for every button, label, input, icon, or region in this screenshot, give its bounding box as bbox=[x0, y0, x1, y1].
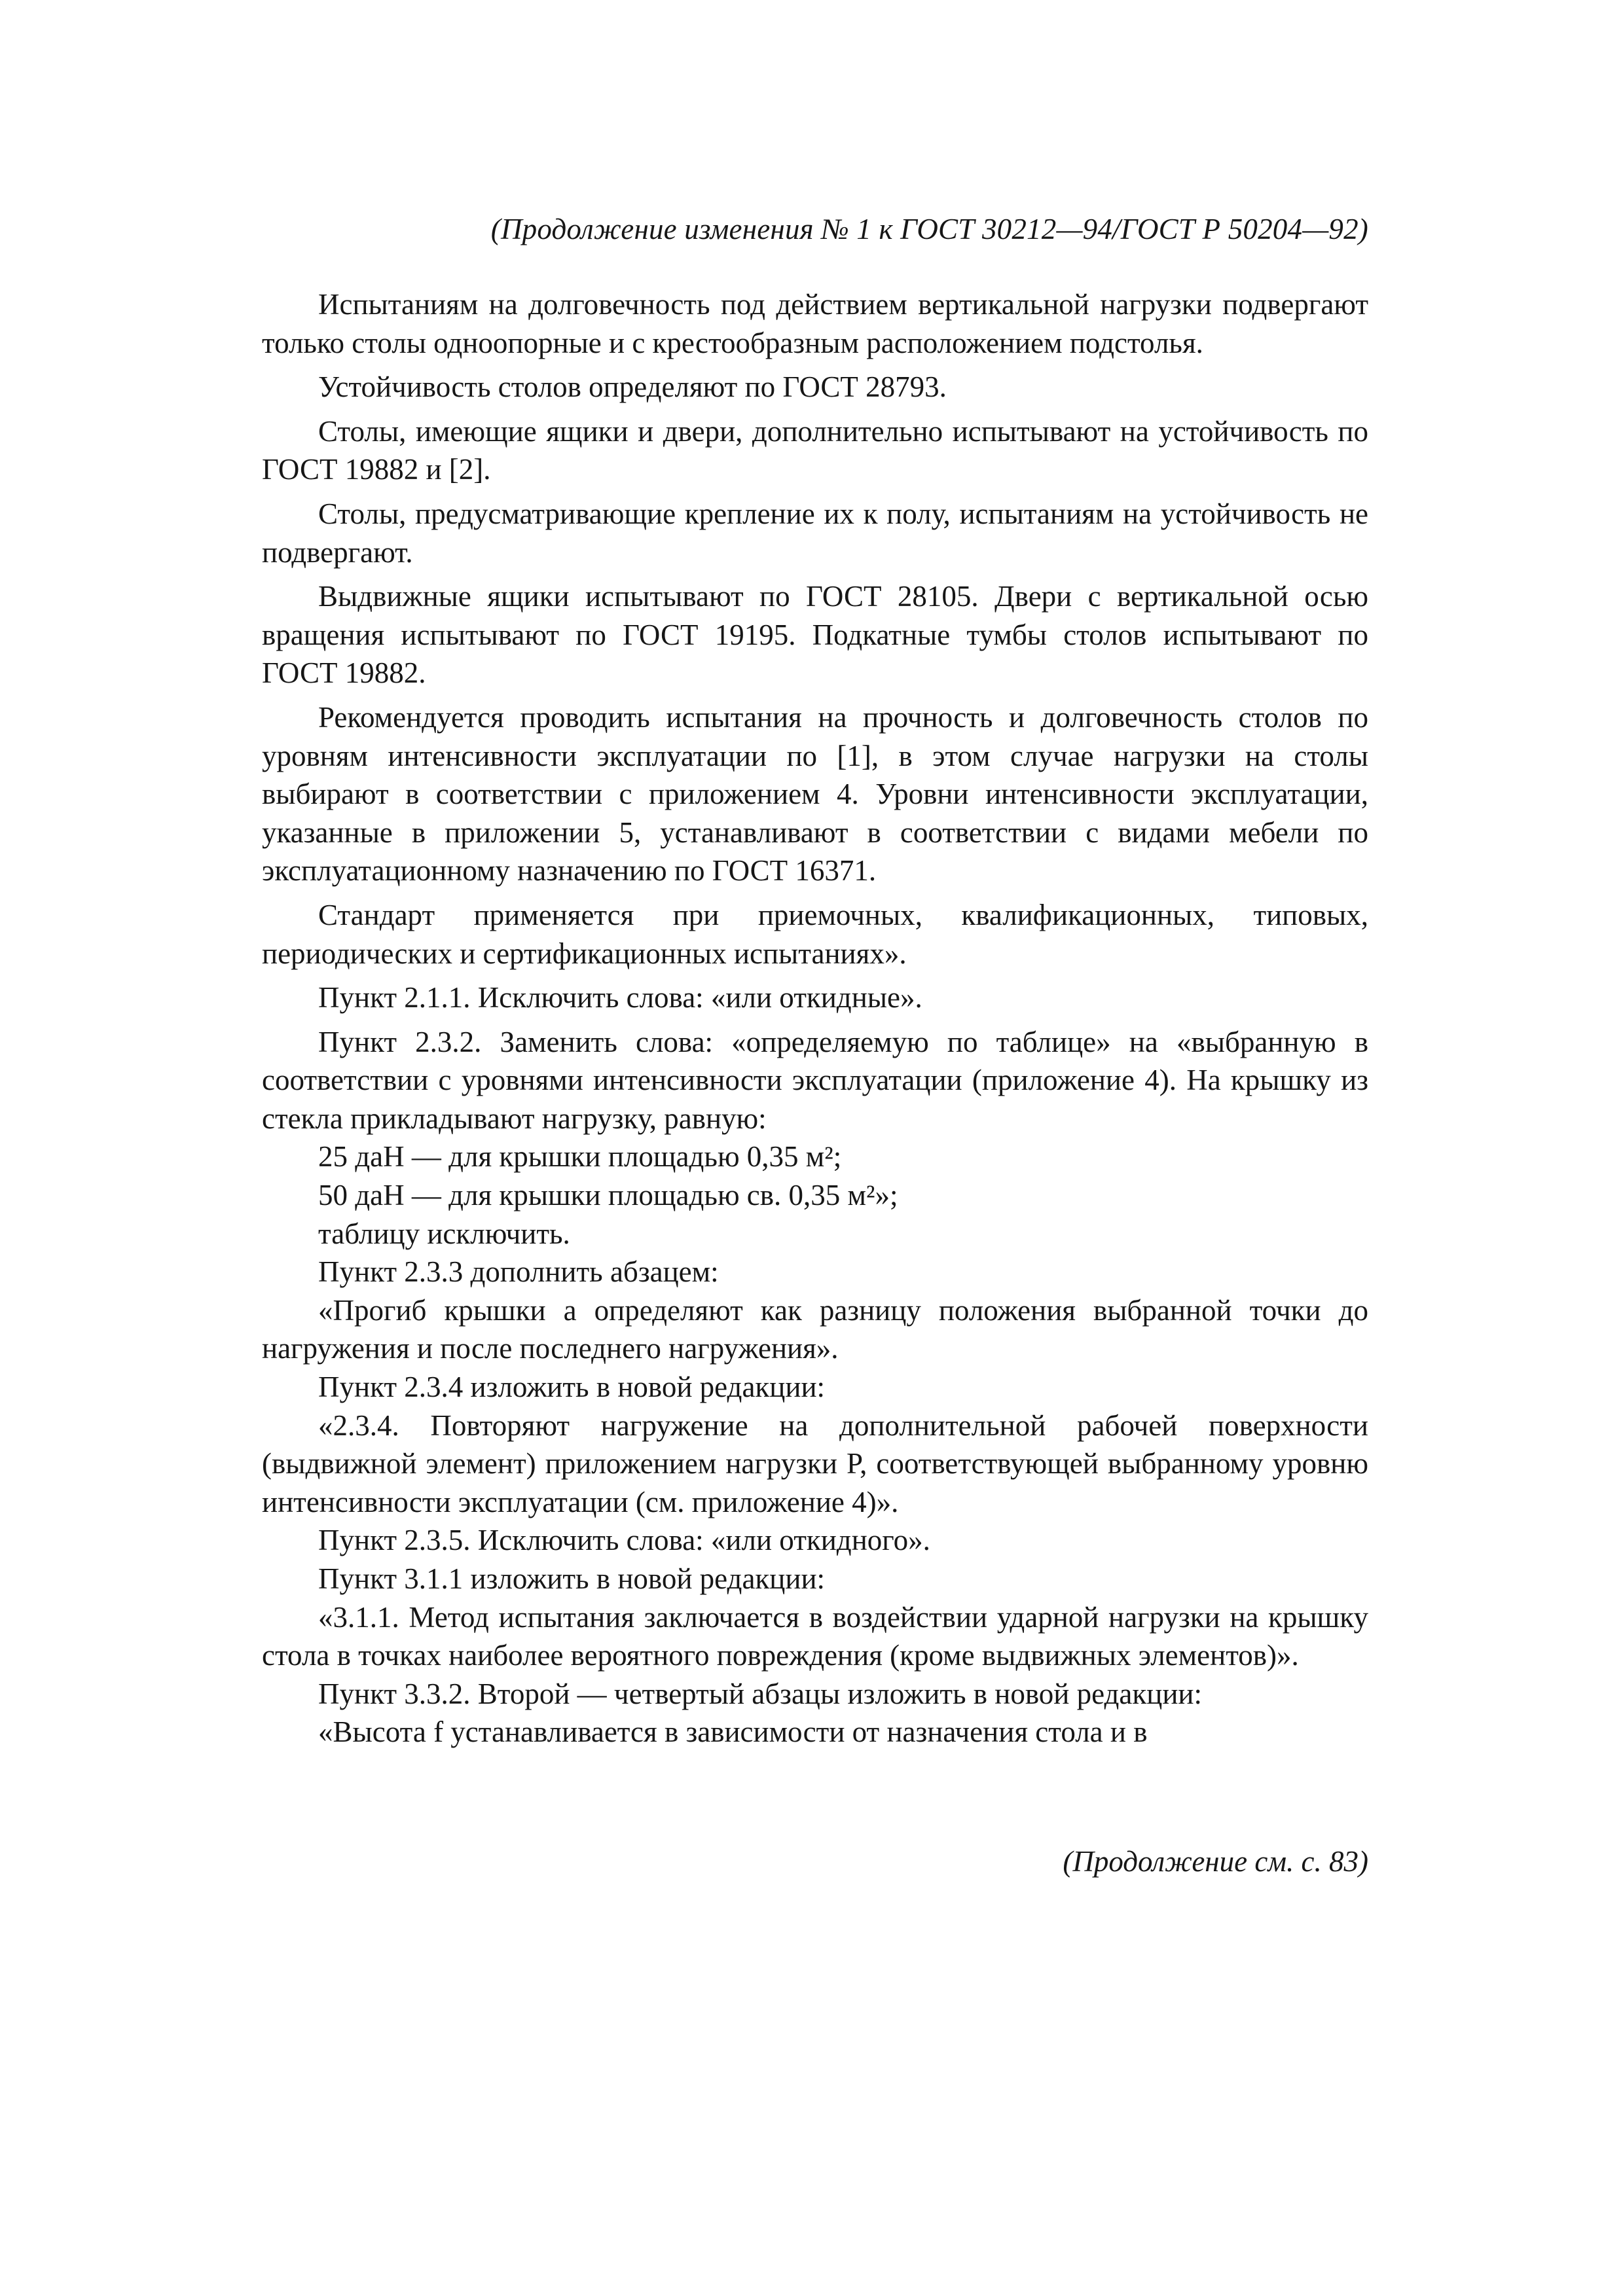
paragraph: таблицу исключить. bbox=[318, 1217, 570, 1250]
paragraph: Пункт 3.1.1 изложить в новой редакции: bbox=[318, 1562, 826, 1595]
paragraph: «3.1.1. Метод испытания заключается в воздействии ударной нагрузки на крышку стола в точках наиболее вероятного повреждения (кроме выдвижных элементов)». bbox=[262, 1600, 1368, 1672]
paragraph: Пункт 2.3.3 дополнить абзацем: bbox=[318, 1255, 719, 1289]
paragraph: Пункт 2.3.4 изложить в новой редакции: bbox=[318, 1371, 826, 1404]
paragraph: Испытаниям на долговечность под действием вертикальной нагрузки подвергают только столы одноопорные и с крестообразным расположением подстолья. bbox=[262, 288, 1368, 359]
paragraph: Рекомендуется проводить испытания на прочность и долговечность столов по уровням интенсивности эксплуатации по [1], в этом случае нагрузки на столы выбирают в соответствии с приложением 4. Уровни интенсивности эксплуатации, указанные в приложении 5, устанавливают в соответствии с видами мебели по эксплуатационному назначению по ГОСТ 16371. bbox=[262, 700, 1368, 888]
document-body bbox=[262, 285, 1368, 1751]
page-header: (Продолжение изменения № 1 к ГОСТ 30212—94/ГОСТ Р 50204—92) bbox=[490, 213, 1368, 245]
paragraph: Пункт 2.1.1. Исключить слова: «или откидные». bbox=[318, 981, 922, 1014]
paragraph: Пункт 2.3.2. Заменить слова: «определяемую по таблице» на «выбранную в соответствии с уровнями интенсивности эксплуатации (приложение 4). На крышку из стекла прикладывают нагрузку, равную: bbox=[262, 1025, 1368, 1135]
paragraph: «2.3.4. Повторяют нагружение на дополнительной рабочей поверхности (выдвижной элемент) приложением нагрузки P, соответствующей выбранному уровню интенсивности эксплуатации (см. приложение 4)». bbox=[262, 1408, 1368, 1518]
paragraph: «Высота f устанавливается в зависимости от назначения стола и в bbox=[318, 1715, 1148, 1749]
paragraph: Пункт 2.3.5. Исключить слова: «или откидного». bbox=[318, 1524, 930, 1557]
paragraph: «Прогиб крышки a определяют как разницу положения выбранной точки до нагружения и после последнего нагружения». bbox=[262, 1293, 1368, 1365]
paragraph: 50 даН — для крышки площадью св. 0,35 м²»; bbox=[318, 1179, 898, 1212]
page-footer: (Продолжение см. с. 83) bbox=[1063, 1845, 1368, 1878]
paragraph: 25 даН — для крышки площадью 0,35 м²; bbox=[318, 1140, 842, 1174]
paragraph: Пункт 3.3.2. Второй — четвертый абзацы изложить в новой редакции: bbox=[318, 1677, 1202, 1710]
paragraph: Стандарт применяется при приемочных, квалификационных, типовых, периодических и сертификационных испытаниях». bbox=[262, 898, 1368, 970]
paragraph: Устойчивость столов определяют по ГОСТ 28793. bbox=[318, 370, 947, 404]
paragraph: Столы, предусматривающие крепление их к полу, испытаниям на устойчивость не подвергают. bbox=[262, 497, 1368, 569]
paragraph: Выдвижные ящики испытывают по ГОСТ 28105. Двери с вертикальной осью вращения испытывают по ГОСТ 19195. Подкатные тумбы столов испытывают по ГОСТ 19882. bbox=[262, 580, 1368, 690]
paragraph: Столы, имеющие ящики и двери, дополнительно испытывают на устойчивость по ГОСТ 19882 и [2]. bbox=[262, 414, 1368, 486]
